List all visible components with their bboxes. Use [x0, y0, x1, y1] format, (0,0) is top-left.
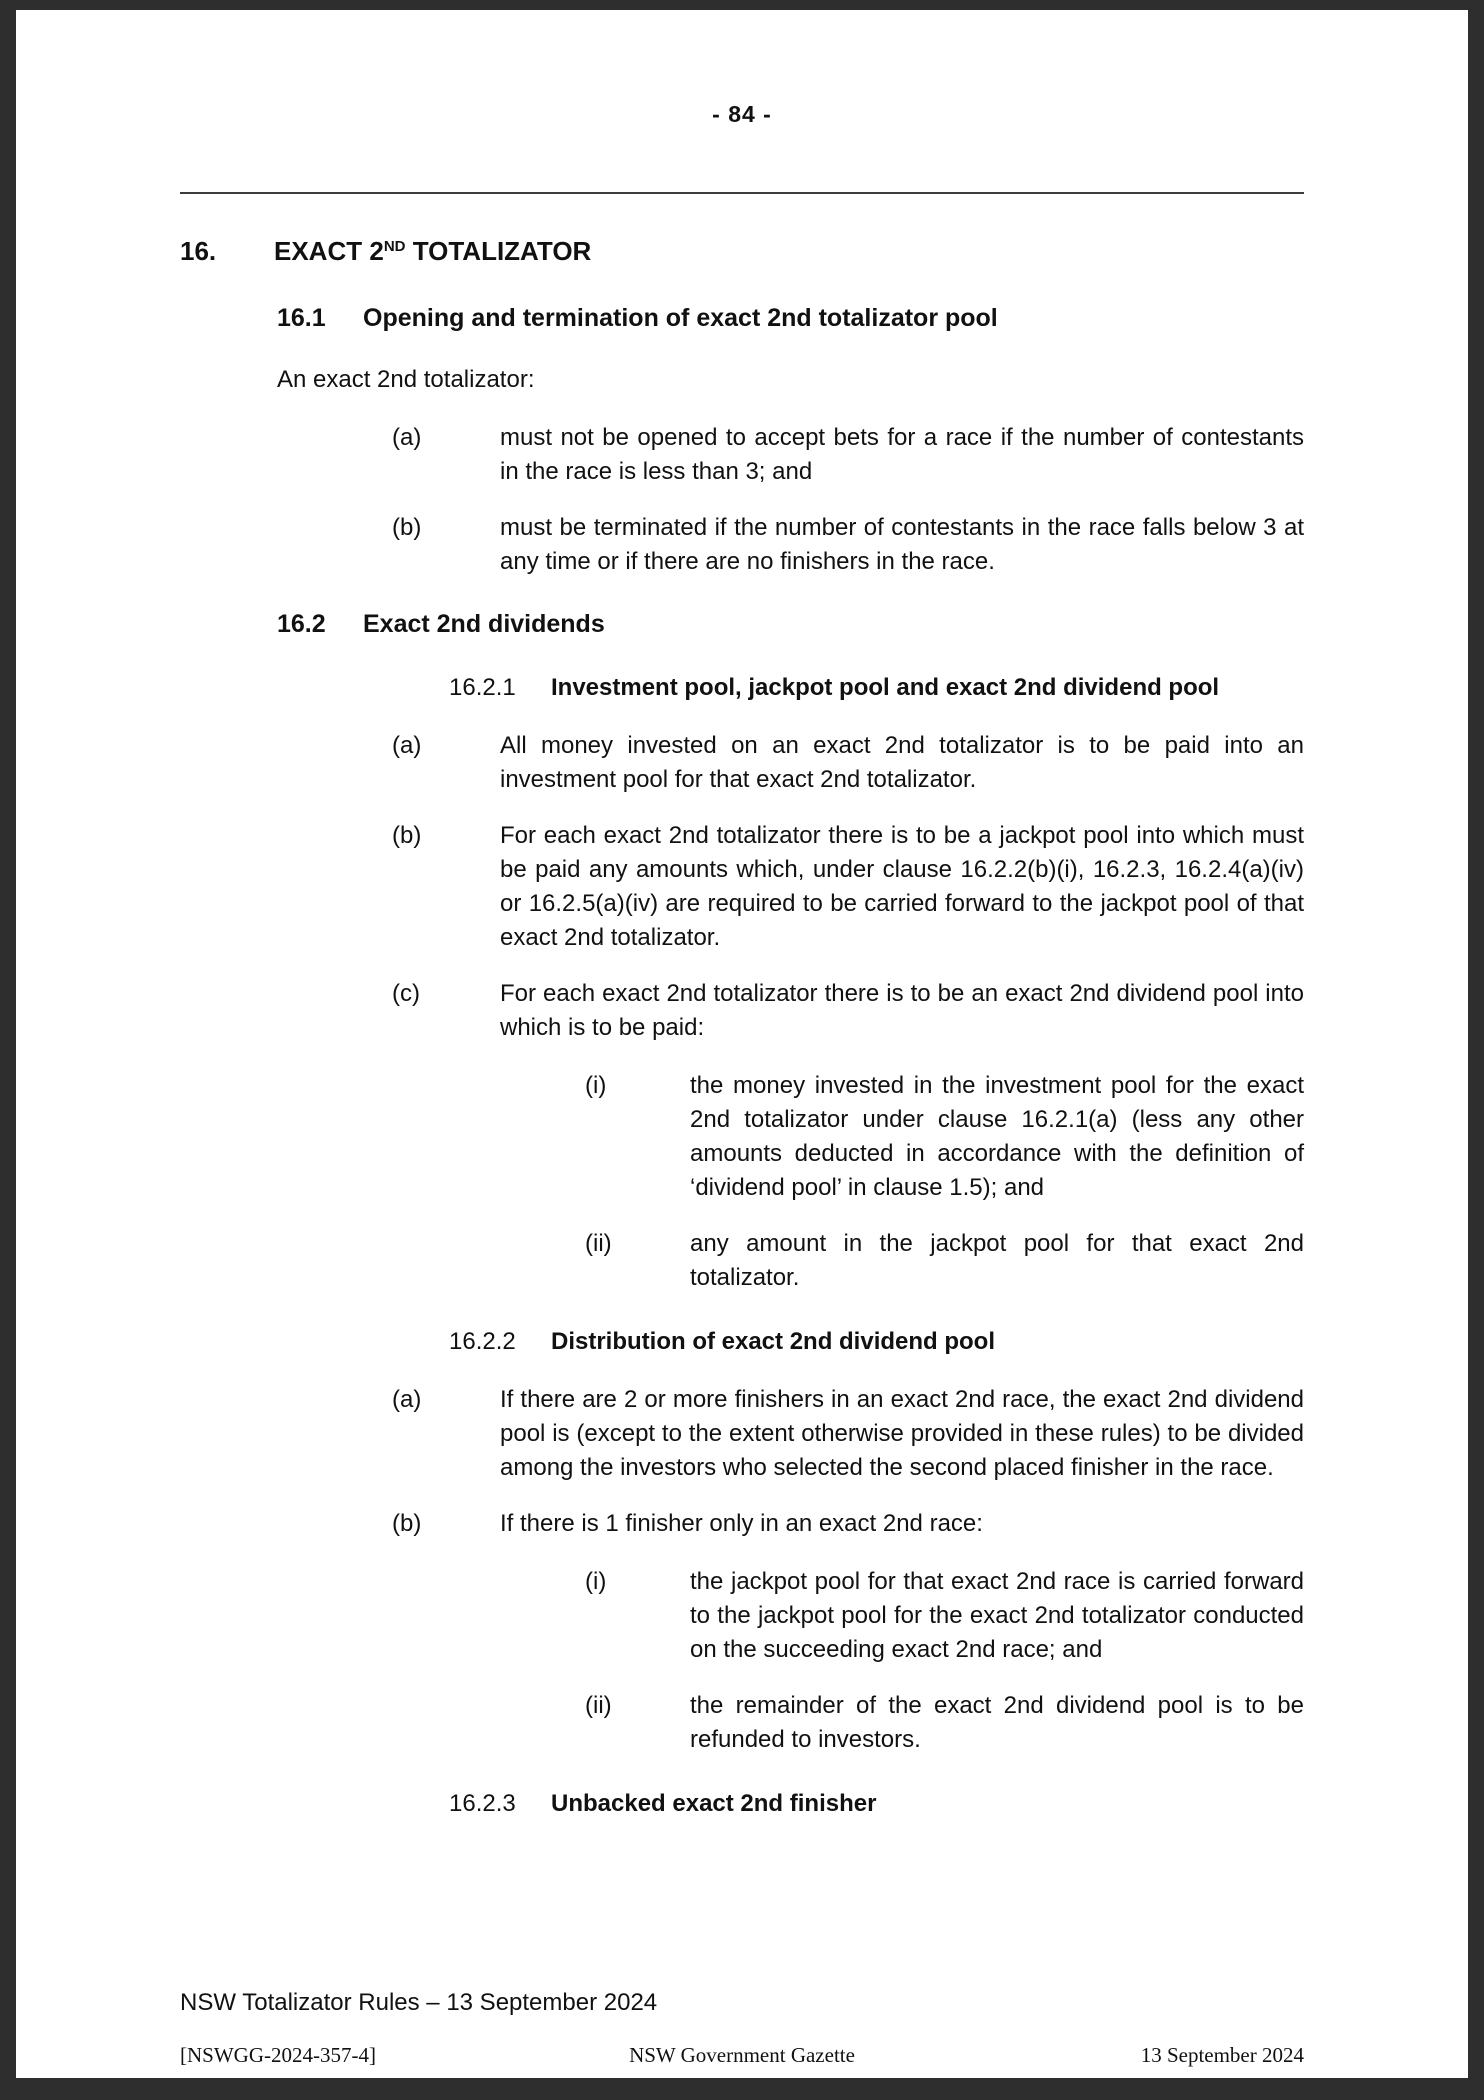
clause-16-1-b — [180, 511, 1304, 579]
footer-gazette-date: 13 September 2024 — [1140, 2043, 1304, 2067]
item-label: (b) — [392, 514, 422, 541]
section-16-2-2-heading: 16.2.2 Distribution of exact 2nd dividend pool — [180, 1325, 1304, 1359]
section-16-2-1-number: 16.2.1 — [449, 674, 516, 701]
clause-16-1-a — [180, 421, 1304, 489]
section-16-2-number: 16.2 — [277, 610, 326, 638]
footer-gazette-reference: [NSWGG-2024-357-4] — [180, 2043, 376, 2067]
subitem-label: (ii) — [585, 1692, 612, 1719]
page-number: - 84 - — [712, 101, 772, 127]
footer-gazette-name: NSW Government Gazette — [629, 2043, 855, 2067]
item-label: (a) — [392, 424, 422, 451]
item-text: must not be opened to accept bets for a race if the number of contestants in the race is less than 3; and — [500, 424, 1304, 485]
clause-16-2-1-a — [180, 729, 1304, 797]
section-16-2-3-heading: 16.2.3 Unbacked exact 2nd finisher — [180, 1787, 1304, 1821]
footer-gazette-line — [180, 2042, 1304, 2068]
clause-16-heading — [180, 234, 1304, 273]
item-text: For each exact 2nd totalizator there is to be a jackpot pool into which must be paid any amounts which, under clause 16.2.2(b)(i), 16.2.3, 16.2.4(a)(iv) or 16.2.5(a)(iv) are required to be carried forward to the jackpot pool of that exact 2nd totalizator. — [500, 822, 1304, 951]
clause-16-title: EXACT 2ND TOTALIZATOR — [274, 236, 592, 266]
clause-16-2-2-b-i — [180, 1565, 1304, 1667]
clause-16-2-1-b — [180, 819, 1304, 955]
section-16-1-heading: 16.1 Opening and termination of exact 2nd totalizator pool — [180, 301, 1304, 335]
subitem-label: (ii) — [585, 1230, 612, 1257]
subitem-label: (i) — [585, 1072, 607, 1099]
item-text: must be terminated if the number of contestants in the race falls below 3 at any time or if there are no finishers in the race. — [500, 514, 1304, 575]
section-16-2-3-number: 16.2.3 — [449, 1790, 516, 1817]
item-text: If there is 1 finisher only in an exact 2nd race: — [500, 1510, 983, 1537]
section-16-2-heading: 16.2 Exact 2nd dividends — [180, 607, 1304, 641]
clause-16-number: 16. — [180, 236, 217, 266]
item-text: If there are 2 or more finishers in an exact 2nd race, the exact 2nd dividend pool is (except to the extent otherwise provided in these rules) to be divided among the investors who selected the second placed finisher in the race. — [500, 1386, 1304, 1481]
item-label: (a) — [392, 1386, 422, 1413]
item-text: For each exact 2nd totalizator there is to be an exact 2nd dividend pool into which is to be paid: — [500, 980, 1304, 1041]
section-16-1-intro: An exact 2nd totalizator: — [277, 366, 535, 393]
clause-16-2-2-b — [180, 1507, 1304, 1541]
subitem-label: (i) — [585, 1568, 607, 1595]
clause-16-2-2-b-ii — [180, 1689, 1304, 1757]
item-label: (a) — [392, 732, 422, 759]
subitem-text: the money invested in the investment pool for the exact 2nd totalizator under clause 16.2.1(a) (less any other amounts deducted in accordance with the definition of ‘dividend pool’ in clause 1.5); and — [690, 1072, 1304, 1201]
clause-16-2-1-c-i — [180, 1069, 1304, 1205]
subitem-text: any amount in the jackpot pool for that exact 2nd totalizator. — [690, 1230, 1304, 1291]
ordinal-superscript: ND — [383, 238, 406, 255]
section-16-2-2-number: 16.2.2 — [449, 1328, 516, 1355]
subitem-text: the remainder of the exact 2nd dividend pool is to be refunded to investors. — [690, 1692, 1304, 1753]
item-label: (c) — [392, 980, 420, 1007]
document-page — [16, 10, 1468, 2078]
item-text: All money invested on an exact 2nd totalizator is to be paid into an investment pool for that exact 2nd totalizator. — [500, 732, 1304, 793]
clause-16-2-1-c-ii — [180, 1227, 1304, 1295]
header-rule — [180, 192, 1304, 194]
subitem-text: the jackpot pool for that exact 2nd race is carried forward to the jackpot pool for the exact 2nd totalizator conducted on the succeeding exact 2nd race; and — [690, 1568, 1304, 1663]
footer-document-title: NSW Totalizator Rules – 13 September 2024 — [180, 1989, 658, 2016]
item-label: (b) — [392, 822, 422, 849]
section-16-2-1-heading: 16.2.1 Investment pool, jackpot pool and exact 2nd dividend pool — [180, 671, 1304, 705]
section-16-1-number: 16.1 — [277, 304, 326, 332]
clause-16-2-2-a — [180, 1383, 1304, 1485]
clause-16-2-1-c — [180, 977, 1304, 1045]
item-label: (b) — [392, 1510, 422, 1537]
